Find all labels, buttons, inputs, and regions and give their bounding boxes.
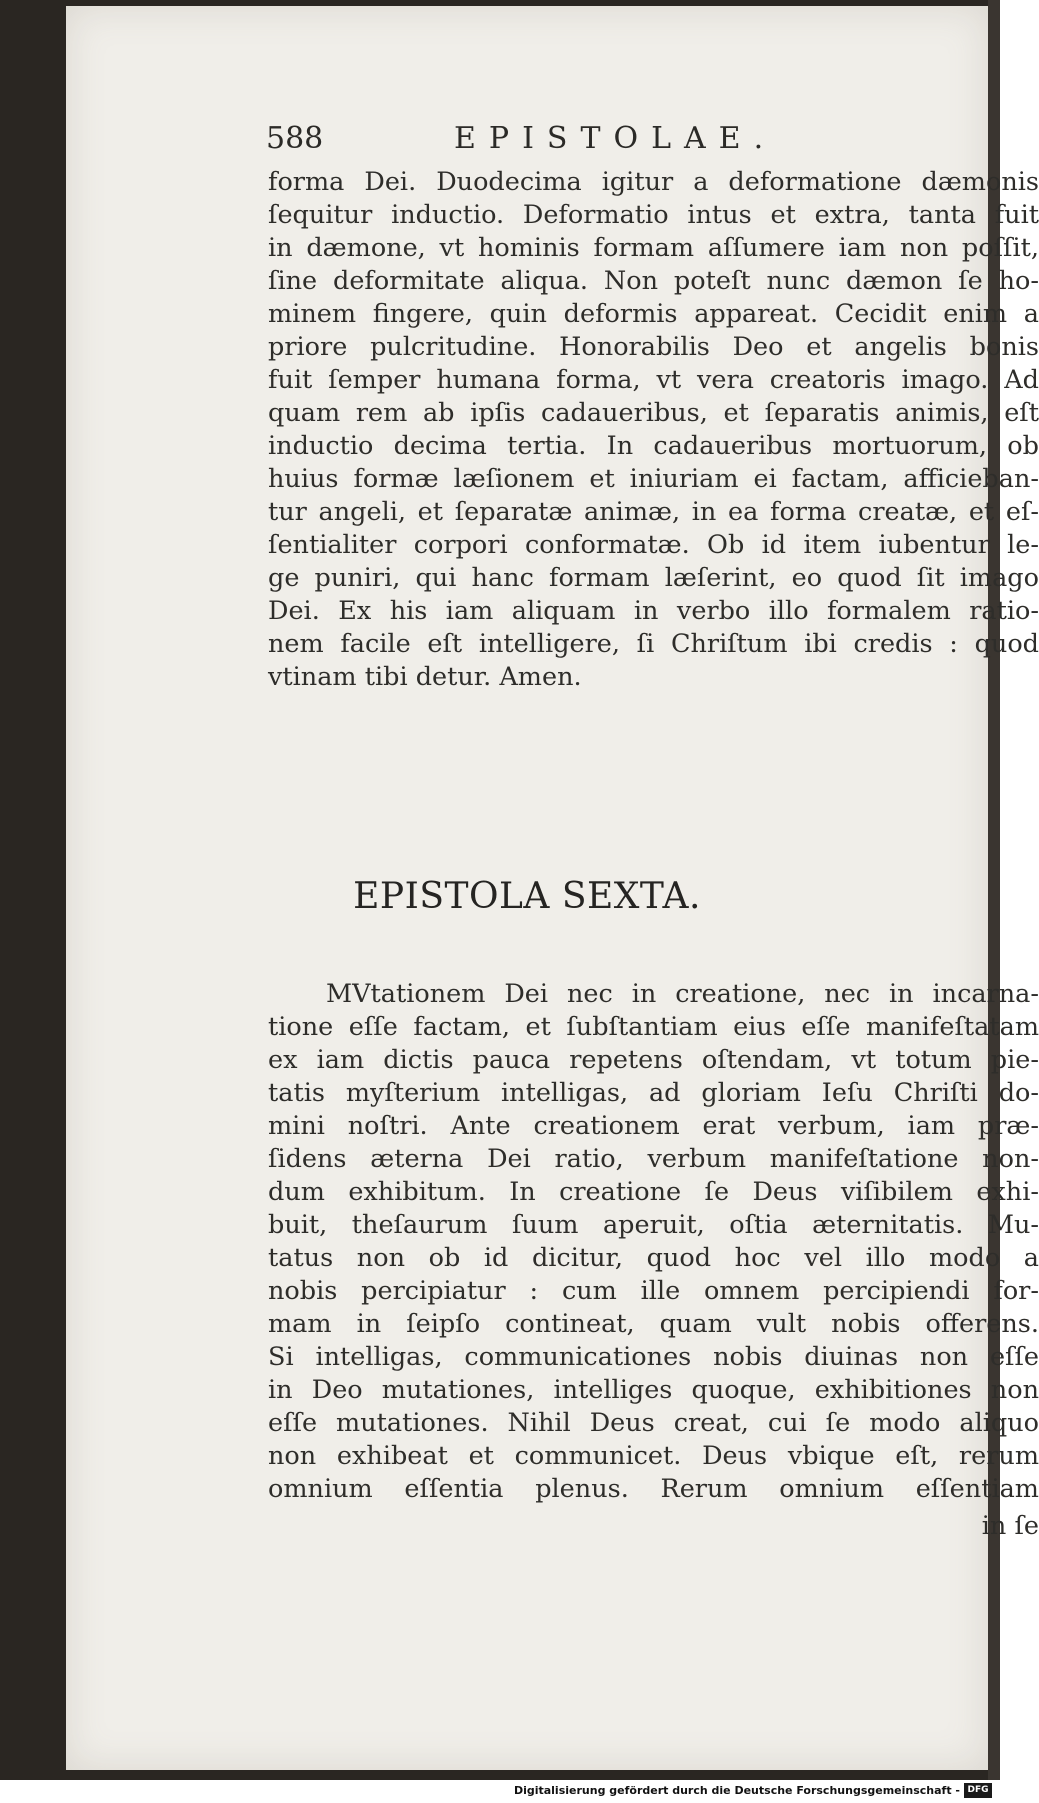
text-line: nobis percipiatur : cum ille omnem percipiendi for- (268, 1276, 1039, 1306)
text-line: ſentialiter corpori conformatæ. Ob id item iubentur le- (268, 530, 1039, 560)
text-line: eſſe mutationes. Nihil Deus creat, cui ſe modo aliquo (268, 1408, 1039, 1438)
catchword: in ſe (981, 1511, 1039, 1541)
text-line: Dei. Ex his iam aliquam in verbo illo formalem ratio- (268, 596, 1039, 626)
text-line: ge puniri, qui hanc formam læſerint, eo quod ſit imago (268, 563, 1039, 593)
text-line: priore pulcritudine. Honorabilis Deo et angelis bonis (268, 332, 1039, 362)
page-text-block (66, 6, 1039, 1770)
running-head: EPISTOLAE. (454, 121, 777, 156)
text-line: huius formæ læſionem et iniuriam ei factam, afficieban- (268, 464, 1039, 494)
text-line: quam rem ab ipſis cadaueribus, et ſeparatis animis, eſt (268, 398, 1039, 428)
text-line: fuit ſemper humana forma, vt vera creatoris imago. Ad (268, 365, 1039, 395)
text-line: MVtationem Dei nec in creatione, nec in incarna- (326, 979, 1039, 1009)
text-line: minem fingere, quin deformis appareat. Cecidit enim a (268, 299, 1039, 329)
text-line: tur angeli, et ſeparatæ animæ, in ea forma creatæ, et eſ- (268, 497, 1039, 527)
text-line: buit, theſaurum ſuum aperuit, oſtia æternitatis. Mu- (268, 1210, 1039, 1240)
text-line: in dæmone, vt hominis formam aſſumere iam non poſſit, (268, 233, 1039, 263)
text-line: omnium eſſentia plenus. Rerum omnium eſſentiam (268, 1474, 1039, 1504)
text-line: non exhibeat et communicet. Deus vbique eſt, rerum (268, 1441, 1039, 1471)
text-line: tatus non ob id dicitur, quod hoc vel illo modo a (268, 1243, 1039, 1273)
text-line: inductio decima tertia. In cadaueribus mortuorum, ob (268, 431, 1039, 461)
text-line: in Deo mutationes, intelliges quoque, exhibitiones non (268, 1375, 1039, 1405)
text-line: tione eſſe factam, et ſubſtantiam eius eſſe manifeſtatam (268, 1012, 1039, 1042)
text-line: mam in ſeipſo contineat, quam vult nobis offerens. (268, 1309, 1039, 1339)
digitization-credit: Digitalisierung gefördert durch die Deutsche Forschungsgemeinschaft - (513, 1784, 960, 1797)
text-line: dum exhibitum. In creatione ſe Deus viſibilem exhi- (268, 1177, 1039, 1207)
text-line: ſidens æterna Dei ratio, verbum manifeſtatione non- (268, 1144, 1039, 1174)
text-line: tatis myſterium intelligas, ad gloriam Ieſu Chriſti do- (268, 1078, 1039, 1108)
text-line: nem facile eſt intelligere, ſi Chriſtum ibi credis : quod (268, 629, 1039, 659)
text-line: Si intelligas, communicationes nobis diuinas non eſſe (268, 1342, 1039, 1372)
section-heading: EPISTOLA SEXTA. (353, 876, 701, 917)
text-line: vtinam tibi detur. Amen. (268, 662, 582, 692)
book-page (66, 6, 1039, 1770)
text-line: mini noſtri. Ante creationem erat verbum, iam præ- (268, 1111, 1039, 1141)
text-line: ſine deformitate aliqua. Non poteſt nunc dæmon ſe ho- (268, 266, 1039, 296)
page-number: 588 (266, 121, 324, 156)
dfg-logo: DFG (964, 1783, 992, 1798)
text-line: ex iam dictis pauca repetens oſtendam, vt totum pie- (268, 1045, 1039, 1075)
text-line: forma Dei. Duodecima igitur a deformatione dæmonis (268, 167, 1039, 197)
text-line: ſequitur inductio. Deformatio intus et extra, tanta fuit (268, 200, 1039, 230)
